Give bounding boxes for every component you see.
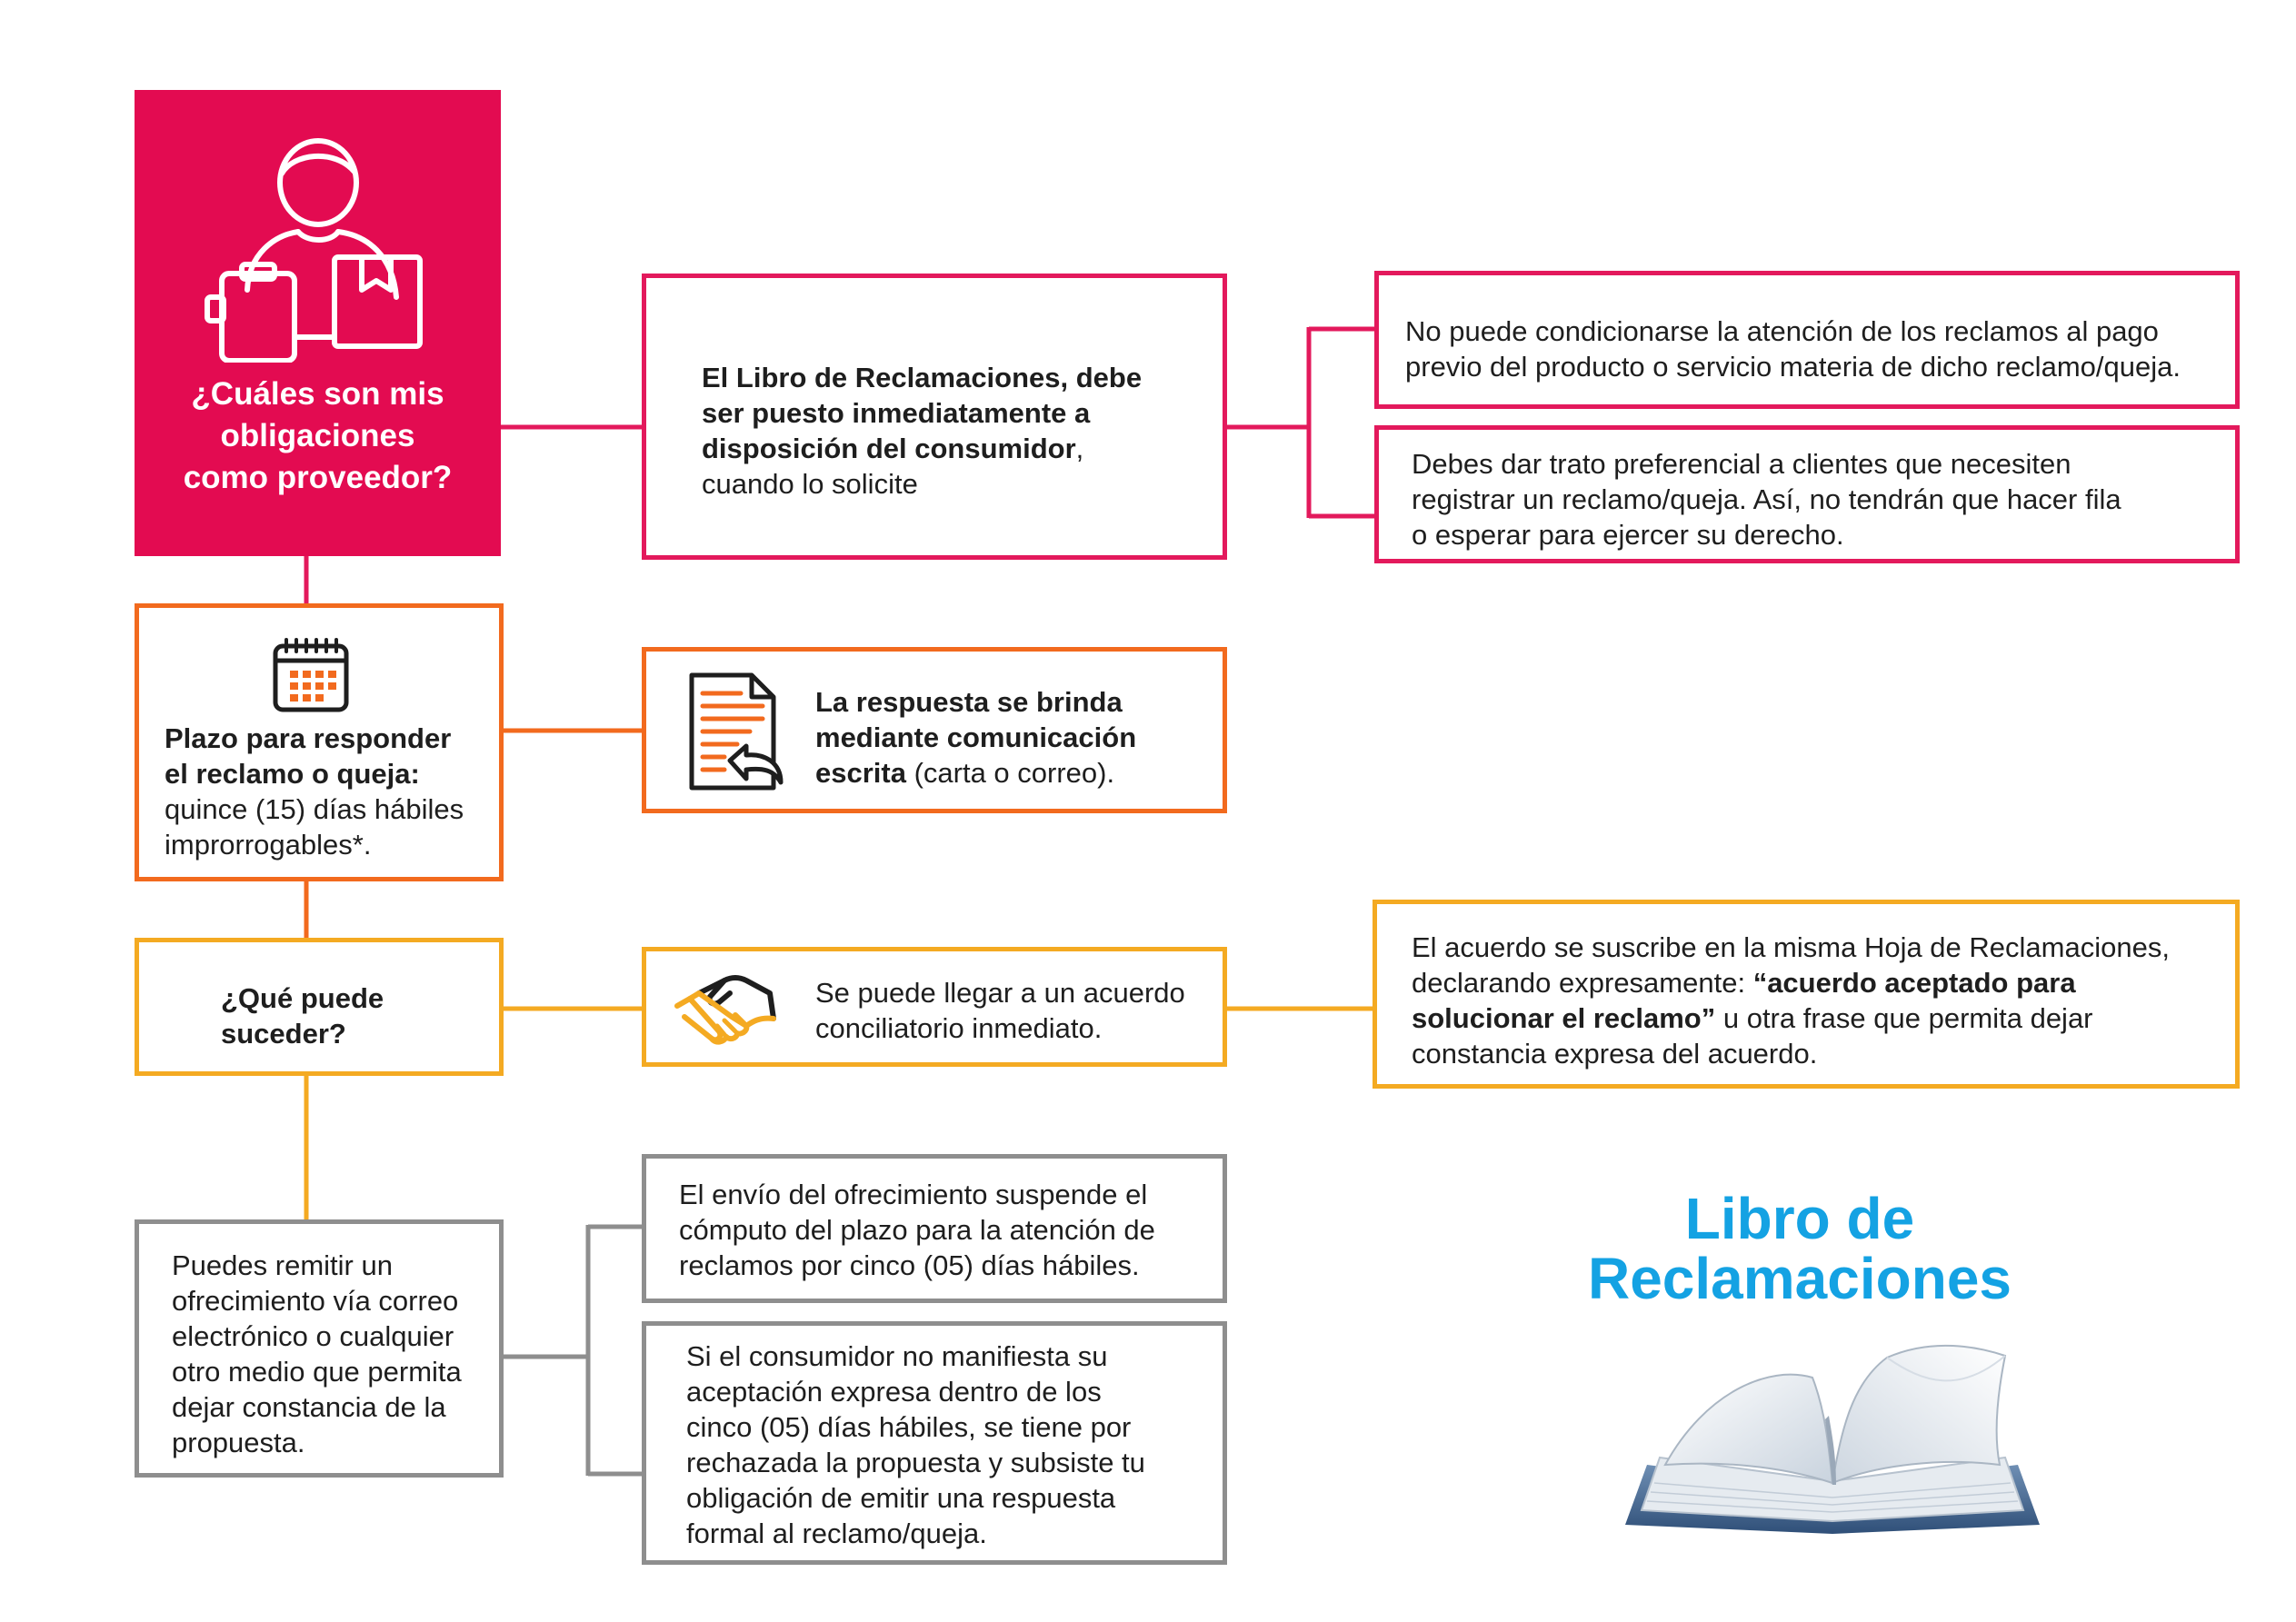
brand-line: Libro de <box>1684 1186 1915 1251</box>
written-document-reply-icon <box>686 670 786 797</box>
agreement-record-bold: solucionar el reclamo” <box>1412 1002 1716 1034</box>
no-condition-line: No puede condicionarse la atención de los reclamos al pago <box>1405 315 2159 347</box>
no-condition-text <box>1405 313 2181 384</box>
written-response-bold-line: mediante comunicación <box>815 721 1137 753</box>
header-title-line: obligaciones <box>220 418 415 453</box>
response-deadline-text <box>165 721 464 862</box>
offer-suspends-line: El envío del ofrecimiento suspende el <box>679 1179 1148 1210</box>
send-offer-box <box>135 1219 504 1478</box>
written-response-bold-line: La respuesta se brinda <box>815 686 1123 718</box>
what-can-happen-text <box>221 980 384 1051</box>
preferential-line: registrar un reclamo/queja. Así, no tendrán que hacer fila <box>1412 483 2121 515</box>
libro-text-line: cuando lo solicite <box>702 468 918 500</box>
header-title-line: ¿Cuáles son mis <box>191 376 444 412</box>
no-condition-box <box>1374 271 2240 409</box>
conciliation-line: conciliatorio inmediato. <box>815 1012 1103 1044</box>
what-can-happen-line: suceder? <box>221 1018 346 1050</box>
agreement-record-box <box>1373 900 2240 1089</box>
header-title-line: como proveedor? <box>183 460 453 495</box>
agreement-record-line: u otra frase que permita dejar <box>1715 1002 2093 1034</box>
offer-rejected-box <box>642 1321 1227 1565</box>
provider-with-clipboard-and-box-icon <box>198 135 434 363</box>
libro-text-tail: , <box>1075 433 1084 464</box>
brand-line: Reclamaciones <box>1587 1246 2012 1311</box>
offer-rejected-text <box>686 1338 1145 1551</box>
libro-bold-line: El Libro de Reclamaciones, debe <box>702 362 1143 393</box>
preferential-treatment-text <box>1412 446 2121 552</box>
written-response-bold-line: escrita <box>815 757 906 789</box>
deadline-line: quince (15) días hábiles <box>165 793 464 825</box>
send-offer-line: electrónico o cualquier <box>172 1320 454 1352</box>
agreement-record-line: declarando expresamente: <box>1412 967 1753 999</box>
send-offer-line: ofrecimiento vía correo <box>172 1285 459 1317</box>
agreement-record-line: El acuerdo se suscribe en la misma Hoja de Reclamaciones, <box>1412 931 2170 963</box>
preferential-line: o esperar para ejercer su derecho. <box>1412 519 1844 551</box>
written-response-box <box>642 647 1227 813</box>
conciliation-agreement-box <box>642 947 1227 1067</box>
send-offer-line: Puedes remitir un <box>172 1249 393 1281</box>
written-response-text <box>815 684 1136 791</box>
send-offer-line: dejar constancia de la <box>172 1391 446 1423</box>
agreement-record-bold: “acuerdo aceptado para <box>1752 967 2076 999</box>
send-offer-line: otro medio que permita <box>172 1356 462 1388</box>
no-condition-line: previo del producto o servicio materia de dicho reclamo/queja. <box>1405 351 2181 383</box>
response-deadline-box <box>135 603 504 881</box>
offer-rejected-line: formal al reclamo/queja. <box>686 1518 987 1549</box>
libro-availability-text <box>702 360 1142 502</box>
libro-bold-line: ser puesto inmediatamente a <box>702 397 1091 429</box>
send-offer-line: propuesta. <box>172 1427 305 1458</box>
deadline-line: improrrogables*. <box>165 829 372 861</box>
offer-rejected-line: aceptación expresa dentro de los <box>686 1376 1102 1408</box>
conciliation-agreement-text <box>815 975 1185 1046</box>
what-can-happen-box <box>135 938 504 1076</box>
what-can-happen-line: ¿Qué puede <box>221 982 384 1014</box>
offer-suspends-line: cómputo del plazo para la atención de <box>679 1214 1155 1246</box>
conciliation-line: Se puede llegar a un acuerdo <box>815 977 1185 1009</box>
libro-de-reclamaciones-logo-text <box>1545 1186 2054 1311</box>
offer-rejected-line: Si el consumidor no manifiesta su <box>686 1340 1108 1372</box>
offer-rejected-line: rechazada la propuesta y subsiste tu <box>686 1447 1145 1478</box>
offer-suspends-term-text <box>679 1177 1155 1283</box>
send-offer-text <box>172 1248 462 1460</box>
calendar-icon <box>272 637 350 713</box>
libro-availability-box <box>642 274 1227 560</box>
preferential-treatment-box <box>1374 425 2240 563</box>
libro-bold-line: disposición del consumidor <box>702 433 1076 464</box>
written-response-tail: (carta o correo). <box>905 757 1115 789</box>
deadline-bold-line: el reclamo o queja: <box>165 758 420 790</box>
agreement-record-line: constancia expresa del acuerdo. <box>1412 1038 1818 1070</box>
offer-rejected-line: cinco (05) días hábiles, se tiene por <box>686 1411 1132 1443</box>
open-book-icon <box>1614 1328 2051 1547</box>
provider-obligations-header <box>135 90 501 556</box>
offer-suspends-term-box <box>642 1154 1227 1303</box>
preferential-line: Debes dar trato preferencial a clientes que necesiten <box>1412 448 2071 480</box>
offer-rejected-line: obligación de emitir una respuesta <box>686 1482 1116 1514</box>
offer-suspends-line: reclamos por cinco (05) días hábiles. <box>679 1249 1140 1281</box>
handshake-icon <box>672 966 783 1053</box>
agreement-record-text <box>1412 930 2170 1071</box>
deadline-bold-line: Plazo para responder <box>165 722 452 754</box>
header-title <box>135 373 501 499</box>
